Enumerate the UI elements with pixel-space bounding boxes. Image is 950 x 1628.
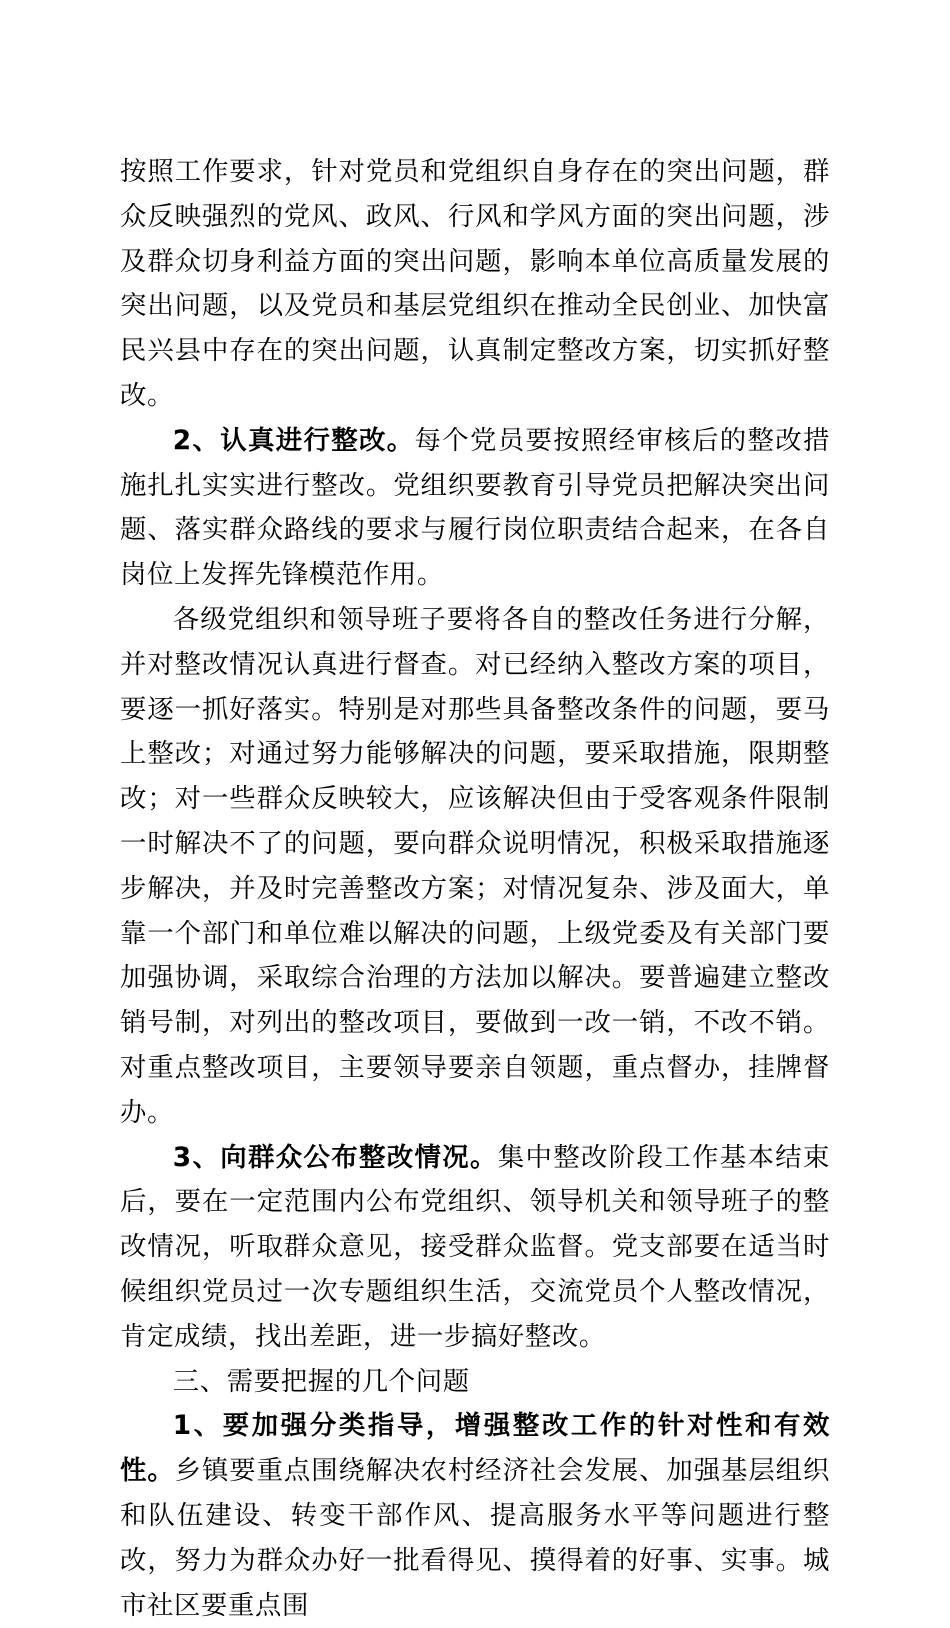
paragraph-4-body: 集中整改阶段工作基本结束后，要在一定范围内公布党组织、领导机关和领导班子的整改情况，听取群众意见，接受群众监督。党支部要在适当时候组织党员过一次专题组织生活，交流党员个人整改情况，肯定成绩，找出差距，进一步搞好整改。 (120, 1141, 830, 1352)
paragraph-2-heading: 2、认真进行整改。 (172, 424, 415, 456)
paragraph-5-body: 乡镇要重点围绕解决农村经济社会发展、加强基层组织和队伍建设、转变干部作风、提高服务水平等问题进行整改，努力为群众办好一批看得见、摸得着的好事、实事。城市社区要重点围 (120, 1455, 830, 1621)
paragraph-2-body: 每个党员要按照经审核后的整改措施扎扎实实进行整改。党组织要教育引导党员把解决突出问题、落实群众路线的要求与履行岗位职责结合起来，在各自岗位上发挥先锋模范作用。 (120, 424, 830, 591)
paragraph-3: 各级党组织和领导班子要将各自的整改任务进行分解，并对整改情况认真进行督查。对已经纳入整改方案的项目，要逐一抓好落实。特别是对那些具备整改条件的问题，要马上整改；对通过努力能够解决的问题，要采取措施，限期整改；对一些群众反映较大，应该解决但由于受客观条件限制一时解决不了的问题，要向群众说明情况，积极采取措施逐步解决，并及时完善整改方案；对情况复杂、涉及面大，单靠一个部门和单位难以解决的问题，上级党委及有关部门要加强协调，采取综合治理的方法加以解决。要普遍建立整改销号制，对列出的整改项目，要做到一改一销，不改不销。对重点整改项目，主要领导要亲自领题，重点督办，挂牌督办。 (120, 603, 830, 1128)
paragraph-2 (120, 419, 830, 598)
paragraph-5 (120, 1404, 830, 1628)
paragraph-4 (120, 1136, 830, 1360)
paragraph-5-heading: 1、要加强分类指导，增强整改工作的针对性和有效性。 (120, 1410, 830, 1487)
document-page (120, 150, 830, 1628)
paragraph-4-heading: 3、向群众公布整改情况。 (172, 1141, 498, 1173)
paragraph-1: 按照工作要求，针对党员和党组织自身存在的突出问题，群众反映强烈的党风、政风、行风和学风方面的突出问题，涉及群众切身利益方面的突出问题，影响本单位高质量发展的突出问题，以及党员和基层党组织在推动全民创业、加快富民兴县中存在的突出问题，认真制定整改方案，切实抓好整改。 (120, 156, 830, 411)
section-title: 三、需要把握的几个问题 (172, 1365, 470, 1397)
